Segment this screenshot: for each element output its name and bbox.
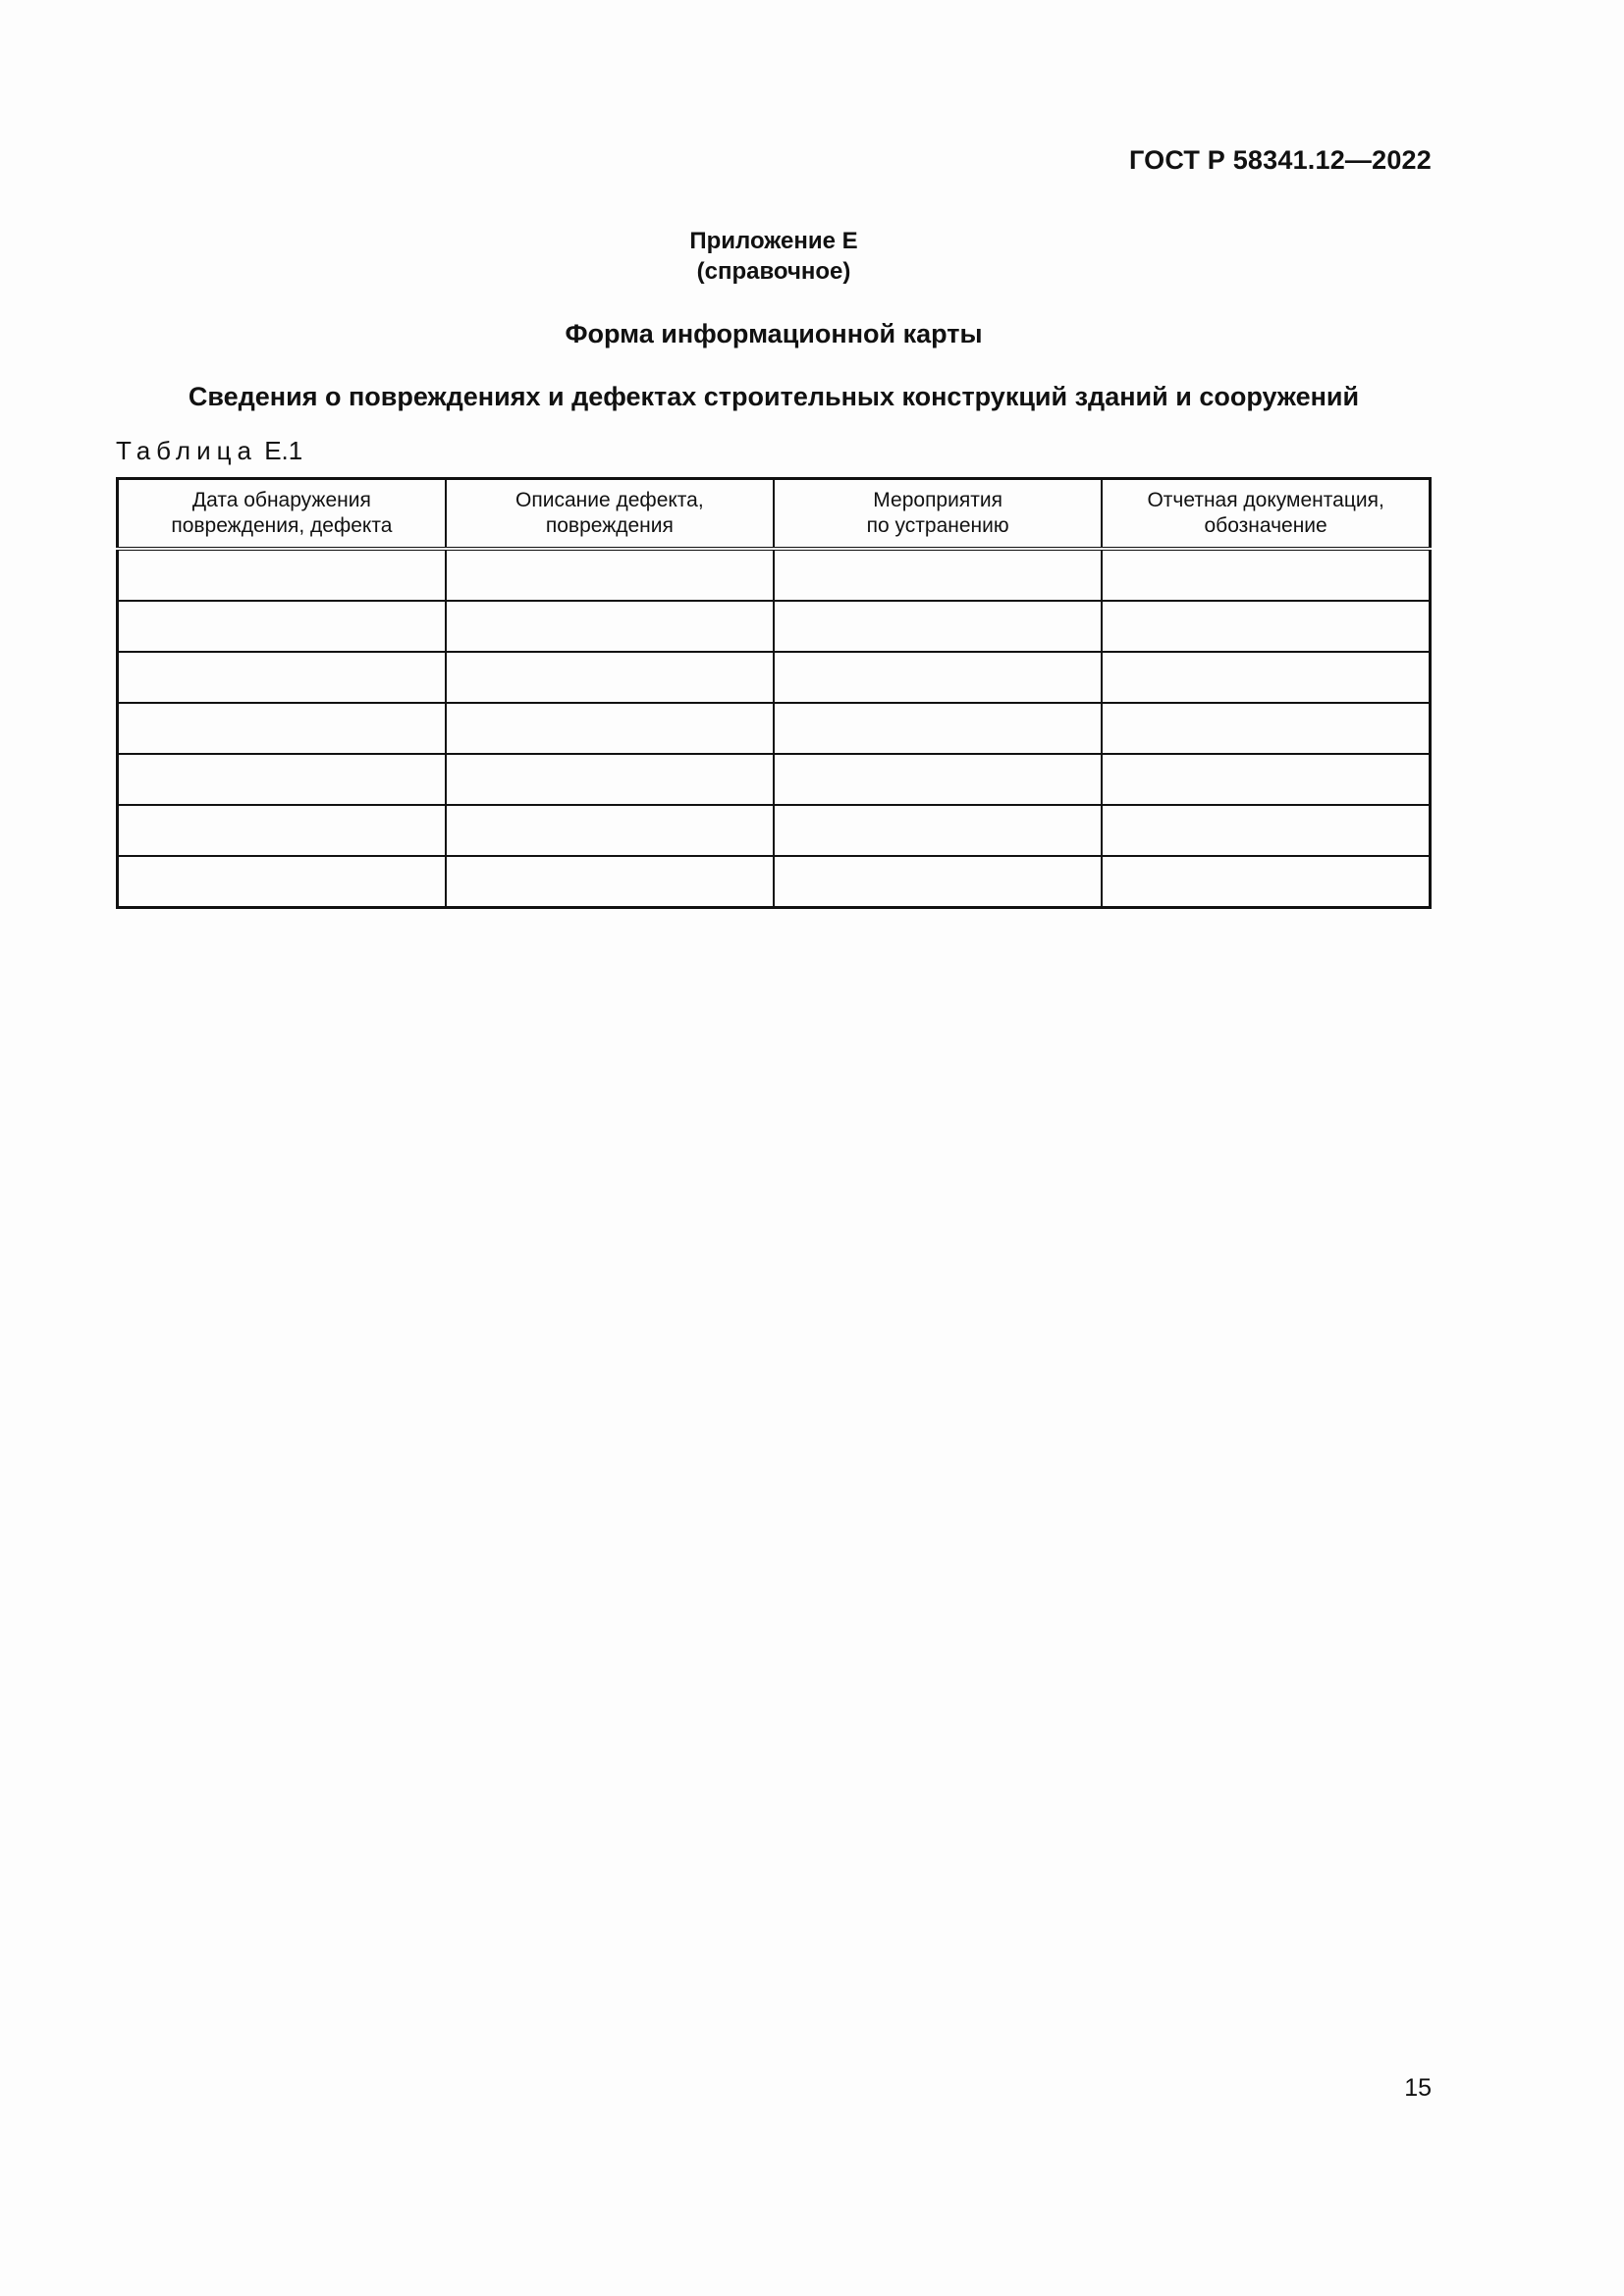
- column-header-detection-date: [118, 479, 446, 550]
- appendix-title: Приложение Е: [689, 228, 858, 254]
- column-header-defect-description: [446, 479, 774, 550]
- table-row: [118, 652, 1431, 703]
- table-cell: [446, 703, 774, 754]
- table-caption: [116, 436, 302, 466]
- table-cell: [774, 856, 1102, 908]
- column-header-line: Мероприятия: [873, 489, 1002, 511]
- table-cell: [446, 549, 774, 601]
- table-row: [118, 601, 1431, 652]
- column-header-line: повреждения, дефекта: [171, 514, 393, 537]
- appendix-heading: [0, 226, 1547, 287]
- form-title: Форма информационной карты: [565, 319, 983, 348]
- table-cell: [446, 754, 774, 805]
- table-cell: [1102, 601, 1430, 652]
- table-cell: [446, 805, 774, 856]
- column-header-remedial-measures: [774, 479, 1102, 550]
- table-cell: [118, 601, 446, 652]
- table-cell: [118, 805, 446, 856]
- table-cell: [1102, 856, 1430, 908]
- table-row: [118, 703, 1431, 754]
- column-header-line: обозначение: [1204, 514, 1327, 537]
- table-cell: [446, 601, 774, 652]
- table-row: [118, 549, 1431, 601]
- table-cell: [1102, 754, 1430, 805]
- table-cell: [774, 549, 1102, 601]
- table-cell: [774, 703, 1102, 754]
- table-caption-word: Таблица: [116, 436, 257, 465]
- table-cell: [1102, 549, 1430, 601]
- page-number: 15: [1404, 2074, 1432, 2102]
- table-cell: [118, 652, 446, 703]
- table-cell: [774, 601, 1102, 652]
- table-header-row: [118, 479, 1431, 550]
- table-row: [118, 754, 1431, 805]
- table-cell: [118, 754, 446, 805]
- table-row: [118, 805, 1431, 856]
- column-header-line: Дата обнаружения: [191, 489, 371, 511]
- table-cell: [1102, 652, 1430, 703]
- table-body: [118, 549, 1431, 908]
- table-cell: [118, 703, 446, 754]
- table-cell: [446, 652, 774, 703]
- table-cell: [1102, 805, 1430, 856]
- column-header-reporting-documentation: [1102, 479, 1430, 550]
- standard-number: ГОСТ Р 58341.12—2022: [1129, 145, 1432, 175]
- table-cell: [774, 754, 1102, 805]
- table-cell: [118, 856, 446, 908]
- table-cell: [774, 652, 1102, 703]
- table-row: [118, 856, 1431, 908]
- table-cell: [1102, 703, 1430, 754]
- column-header-line: Описание дефекта,: [515, 489, 704, 511]
- table-cell: [774, 805, 1102, 856]
- section-title: Сведения о повреждениях и дефектах строительных конструкций зданий и сооружений: [188, 382, 1360, 411]
- appendix-status: (справочное): [696, 258, 851, 285]
- column-header-line: повреждения: [545, 514, 674, 537]
- table-cell: [118, 549, 446, 601]
- column-header-line: Отчетная документация,: [1147, 489, 1384, 511]
- table-caption-number: Е.1: [264, 436, 303, 465]
- table-cell: [446, 856, 774, 908]
- defects-table: [116, 477, 1432, 909]
- column-header-line: по устранению: [866, 514, 1009, 537]
